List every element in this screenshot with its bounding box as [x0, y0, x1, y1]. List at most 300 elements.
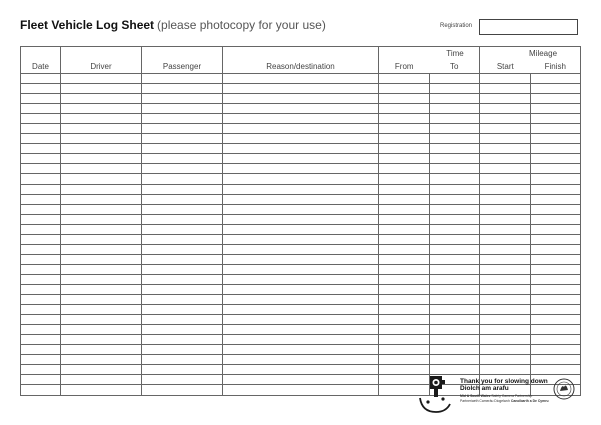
date-cell[interactable]	[21, 74, 61, 84]
registration-field[interactable]	[479, 19, 578, 35]
start-cell[interactable]	[480, 154, 531, 164]
passenger-header-top	[142, 47, 223, 61]
start-cell[interactable]	[480, 355, 531, 365]
start-cell[interactable]	[480, 345, 531, 355]
finish-cell[interactable]	[531, 264, 581, 274]
passenger-cell[interactable]	[142, 335, 223, 345]
finish-cell[interactable]	[531, 114, 581, 124]
from-cell[interactable]	[379, 194, 430, 204]
reason-cell[interactable]	[223, 375, 379, 385]
reason-cell[interactable]	[223, 264, 379, 274]
finish-header: Finish	[531, 60, 581, 74]
driver-cell[interactable]	[61, 194, 142, 204]
to-cell[interactable]	[430, 305, 480, 315]
start-cell[interactable]	[480, 284, 531, 294]
driver-cell[interactable]	[61, 295, 142, 305]
driver-cell[interactable]	[61, 345, 142, 355]
passenger-cell[interactable]	[142, 184, 223, 194]
to-cell[interactable]	[430, 355, 480, 365]
passenger-cell[interactable]	[142, 274, 223, 284]
passenger-cell[interactable]	[142, 144, 223, 154]
driver-cell[interactable]	[61, 264, 142, 274]
driver-cell[interactable]	[61, 144, 142, 154]
start-cell[interactable]	[480, 305, 531, 315]
finish-cell[interactable]	[531, 94, 581, 104]
table-row	[21, 174, 581, 184]
finish-cell[interactable]	[531, 124, 581, 134]
reason-cell[interactable]	[223, 365, 379, 375]
start-cell[interactable]	[480, 365, 531, 375]
start-cell[interactable]	[480, 335, 531, 345]
from-cell[interactable]	[379, 224, 430, 234]
reason-cell[interactable]	[223, 174, 379, 184]
date-cell[interactable]	[21, 154, 61, 164]
date-cell[interactable]	[21, 194, 61, 204]
finish-cell[interactable]	[531, 335, 581, 345]
finish-cell[interactable]	[531, 254, 581, 264]
date-cell[interactable]	[21, 184, 61, 194]
table-row	[21, 154, 581, 164]
start-cell[interactable]	[480, 274, 531, 284]
start-cell[interactable]	[480, 204, 531, 214]
driver-cell[interactable]	[61, 134, 142, 144]
registration-label: Registration	[440, 23, 473, 29]
to-cell[interactable]	[430, 164, 480, 174]
passenger-cell[interactable]	[142, 325, 223, 335]
to-cell[interactable]	[430, 295, 480, 305]
log-table-body	[21, 74, 581, 396]
driver-cell[interactable]	[61, 274, 142, 284]
from-cell[interactable]	[379, 295, 430, 305]
from-cell[interactable]	[379, 134, 430, 144]
reason-cell[interactable]	[223, 325, 379, 335]
finish-cell[interactable]	[531, 274, 581, 284]
from-cell[interactable]	[379, 305, 430, 315]
reason-cell[interactable]	[223, 184, 379, 194]
finish-cell[interactable]	[531, 224, 581, 234]
reason-cell[interactable]	[223, 204, 379, 214]
reason-cell[interactable]	[223, 335, 379, 345]
thanks-welsh: Diolch am arafu	[460, 385, 509, 392]
date-cell[interactable]	[21, 134, 61, 144]
from-cell[interactable]	[379, 114, 430, 124]
passenger-cell[interactable]	[142, 204, 223, 214]
table-row	[21, 295, 581, 305]
driver-cell[interactable]	[61, 174, 142, 184]
from-cell[interactable]	[379, 264, 430, 274]
table-row	[21, 194, 581, 204]
driver-cell[interactable]	[61, 204, 142, 214]
partnership-english-rest: Safety Camera Partnership	[491, 394, 533, 398]
date-cell[interactable]	[21, 94, 61, 104]
from-cell[interactable]	[379, 274, 430, 284]
finish-cell[interactable]	[531, 345, 581, 355]
passenger-cell[interactable]	[142, 284, 223, 294]
reason-cell[interactable]	[223, 274, 379, 284]
driver-cell[interactable]	[61, 114, 142, 124]
date-cell[interactable]	[21, 124, 61, 134]
start-cell[interactable]	[480, 114, 531, 124]
date-cell[interactable]	[21, 144, 61, 154]
reason-cell[interactable]	[223, 194, 379, 204]
start-cell[interactable]	[480, 124, 531, 134]
partnership-welsh-bold: Canolbarth a De Cymru	[510, 398, 549, 403]
start-cell[interactable]	[480, 224, 531, 234]
finish-cell[interactable]	[531, 74, 581, 84]
to-cell[interactable]	[430, 204, 480, 214]
table-row	[21, 184, 581, 194]
mileage-group-label: Mileage	[529, 49, 558, 58]
driver-cell[interactable]	[61, 94, 142, 104]
passenger-cell[interactable]	[142, 224, 223, 234]
passenger-cell[interactable]	[142, 104, 223, 114]
from-cell[interactable]	[379, 214, 430, 224]
to-cell[interactable]	[430, 284, 480, 294]
start-cell[interactable]	[480, 194, 531, 204]
from-header: From	[379, 60, 430, 74]
passenger-cell[interactable]	[142, 84, 223, 94]
date-cell[interactable]	[21, 315, 61, 325]
table-row	[21, 134, 581, 144]
table-row	[21, 144, 581, 154]
from-cell[interactable]	[379, 144, 430, 154]
start-cell[interactable]	[480, 254, 531, 264]
date-cell[interactable]	[21, 114, 61, 124]
partnership-seal-icon	[553, 378, 575, 400]
table-row	[21, 284, 581, 294]
to-cell[interactable]	[430, 274, 480, 284]
reason-cell[interactable]	[223, 234, 379, 244]
reason-cell[interactable]	[223, 315, 379, 325]
from-cell[interactable]	[379, 164, 430, 174]
table-row	[21, 94, 581, 104]
start-cell[interactable]	[480, 164, 531, 174]
to-cell[interactable]	[430, 134, 480, 144]
table-row	[21, 345, 581, 355]
finish-cell[interactable]	[531, 184, 581, 194]
from-cell[interactable]	[379, 254, 430, 264]
date-cell[interactable]	[21, 335, 61, 345]
to-cell[interactable]	[430, 104, 480, 114]
from-cell[interactable]	[379, 325, 430, 335]
table-row	[21, 315, 581, 325]
start-cell[interactable]	[480, 174, 531, 184]
from-cell[interactable]	[379, 335, 430, 345]
table-row	[21, 274, 581, 284]
start-header: Start	[480, 60, 531, 74]
start-cell[interactable]	[480, 264, 531, 274]
driver-cell[interactable]	[61, 214, 142, 224]
finish-cell[interactable]	[531, 154, 581, 164]
finish-cell[interactable]	[531, 174, 581, 184]
date-cell[interactable]	[21, 325, 61, 335]
finish-cell[interactable]	[531, 325, 581, 335]
passenger-cell[interactable]	[142, 174, 223, 184]
date-cell[interactable]	[21, 295, 61, 305]
driver-cell[interactable]	[61, 124, 142, 134]
table-row	[21, 74, 581, 84]
finish-cell[interactable]	[531, 365, 581, 375]
to-cell[interactable]	[430, 114, 480, 124]
start-cell[interactable]	[480, 94, 531, 104]
date-cell[interactable]	[21, 234, 61, 244]
driver-cell[interactable]	[61, 164, 142, 174]
to-cell[interactable]	[430, 345, 480, 355]
thanks-english: Thank you for slowing down	[460, 378, 548, 385]
driver-cell[interactable]	[61, 305, 142, 315]
start-cell[interactable]	[480, 184, 531, 194]
title-subtitle: (please photocopy for your use)	[157, 18, 326, 32]
passenger-cell[interactable]	[142, 124, 223, 134]
from-cell[interactable]	[379, 315, 430, 325]
finish-cell[interactable]	[531, 84, 581, 94]
passenger-cell[interactable]	[142, 234, 223, 244]
date-cell[interactable]	[21, 274, 61, 284]
start-cell[interactable]	[480, 295, 531, 305]
from-cell[interactable]	[379, 244, 430, 254]
log-table	[20, 46, 581, 396]
to-header: To	[430, 60, 480, 74]
passenger-cell[interactable]	[142, 194, 223, 204]
reason-cell[interactable]	[223, 134, 379, 144]
passenger-cell[interactable]	[142, 355, 223, 365]
partnership-welsh	[460, 399, 549, 404]
driver-cell[interactable]	[61, 244, 142, 254]
date-cell[interactable]	[21, 305, 61, 315]
date-cell[interactable]	[21, 244, 61, 254]
driver-cell[interactable]	[61, 74, 142, 84]
finish-cell[interactable]	[531, 295, 581, 305]
reason-cell[interactable]	[223, 164, 379, 174]
speed-camera-icon	[416, 372, 460, 418]
finish-cell[interactable]	[531, 214, 581, 224]
from-cell[interactable]	[379, 154, 430, 164]
passenger-cell[interactable]	[142, 214, 223, 224]
finish-cell[interactable]	[531, 204, 581, 214]
finish-cell[interactable]	[531, 234, 581, 244]
table-row	[21, 124, 581, 134]
driver-cell[interactable]	[61, 355, 142, 365]
to-cell[interactable]	[430, 154, 480, 164]
to-cell[interactable]	[430, 335, 480, 345]
to-cell[interactable]	[430, 174, 480, 184]
reason-cell[interactable]	[223, 355, 379, 365]
to-cell[interactable]	[430, 254, 480, 264]
start-cell[interactable]	[480, 214, 531, 224]
driver-cell[interactable]	[61, 315, 142, 325]
reason-cell[interactable]	[223, 224, 379, 234]
date-cell[interactable]	[21, 385, 61, 395]
to-cell[interactable]	[430, 194, 480, 204]
reason-cell[interactable]	[223, 305, 379, 315]
from-cell[interactable]	[379, 284, 430, 294]
date-cell[interactable]	[21, 104, 61, 114]
from-cell[interactable]	[379, 184, 430, 194]
passenger-cell[interactable]	[142, 164, 223, 174]
finish-cell[interactable]	[531, 315, 581, 325]
to-cell[interactable]	[430, 84, 480, 94]
driver-cell[interactable]	[61, 84, 142, 94]
title-main: Fleet Vehicle Log Sheet	[20, 18, 155, 32]
driver-cell[interactable]	[61, 104, 142, 114]
to-cell[interactable]	[430, 264, 480, 274]
passenger-cell[interactable]	[142, 74, 223, 84]
to-cell[interactable]	[430, 214, 480, 224]
reason-cell[interactable]	[223, 295, 379, 305]
finish-cell[interactable]	[531, 104, 581, 114]
passenger-cell[interactable]	[142, 134, 223, 144]
reason-header: Reason/destination	[223, 60, 379, 74]
from-cell[interactable]	[379, 104, 430, 114]
reason-cell[interactable]	[223, 114, 379, 124]
reason-cell[interactable]	[223, 254, 379, 264]
reason-cell[interactable]	[223, 84, 379, 94]
table-row	[21, 335, 581, 345]
driver-cell[interactable]	[61, 385, 142, 395]
passenger-cell[interactable]	[142, 254, 223, 264]
start-cell[interactable]	[480, 104, 531, 114]
table-row	[21, 214, 581, 224]
date-cell[interactable]	[21, 355, 61, 365]
from-cell[interactable]	[379, 204, 430, 214]
date-cell[interactable]	[21, 174, 61, 184]
from-cell[interactable]	[379, 94, 430, 104]
reason-cell[interactable]	[223, 385, 379, 395]
reason-cell[interactable]	[223, 345, 379, 355]
table-row	[21, 114, 581, 124]
finish-cell[interactable]	[531, 164, 581, 174]
reason-cell[interactable]	[223, 104, 379, 114]
reason-cell[interactable]	[223, 94, 379, 104]
driver-cell[interactable]	[61, 234, 142, 244]
table-row	[21, 264, 581, 274]
mileage-group-header	[480, 47, 581, 61]
table-row	[21, 355, 581, 365]
date-cell[interactable]	[21, 254, 61, 264]
date-cell[interactable]	[21, 284, 61, 294]
date-cell[interactable]	[21, 84, 61, 94]
date-cell[interactable]	[21, 345, 61, 355]
to-cell[interactable]	[430, 124, 480, 134]
start-cell[interactable]	[480, 74, 531, 84]
reason-cell[interactable]	[223, 124, 379, 134]
passenger-cell[interactable]	[142, 365, 223, 375]
passenger-cell[interactable]	[142, 94, 223, 104]
driver-cell[interactable]	[61, 224, 142, 234]
to-cell[interactable]	[430, 325, 480, 335]
start-cell[interactable]	[480, 325, 531, 335]
partnership-english-bold: Mid & South Wales	[460, 394, 491, 398]
driver-cell[interactable]	[61, 335, 142, 345]
passenger-cell[interactable]	[142, 244, 223, 254]
to-cell[interactable]	[430, 184, 480, 194]
to-cell[interactable]	[430, 74, 480, 84]
date-cell[interactable]	[21, 164, 61, 174]
to-cell[interactable]	[430, 244, 480, 254]
driver-cell[interactable]	[61, 254, 142, 264]
finish-cell[interactable]	[531, 194, 581, 204]
from-cell[interactable]	[379, 345, 430, 355]
to-cell[interactable]	[430, 94, 480, 104]
driver-cell[interactable]	[61, 375, 142, 385]
driver-header: Driver	[61, 60, 142, 74]
date-cell[interactable]	[21, 204, 61, 214]
finish-cell[interactable]	[531, 134, 581, 144]
driver-header-top	[61, 47, 142, 61]
table-row	[21, 234, 581, 244]
driver-cell[interactable]	[61, 325, 142, 335]
finish-cell[interactable]	[531, 355, 581, 365]
reason-cell[interactable]	[223, 284, 379, 294]
table-row	[21, 305, 581, 315]
passenger-cell[interactable]	[142, 305, 223, 315]
date-cell[interactable]	[21, 214, 61, 224]
reason-cell[interactable]	[223, 214, 379, 224]
table-row	[21, 224, 581, 234]
passenger-cell[interactable]	[142, 315, 223, 325]
start-cell[interactable]	[480, 315, 531, 325]
date-cell[interactable]	[21, 264, 61, 274]
reason-cell[interactable]	[223, 154, 379, 164]
finish-cell[interactable]	[531, 284, 581, 294]
driver-cell[interactable]	[61, 184, 142, 194]
start-cell[interactable]	[480, 244, 531, 254]
reason-cell[interactable]	[223, 244, 379, 254]
finish-cell[interactable]	[531, 144, 581, 154]
reason-cell[interactable]	[223, 74, 379, 84]
table-row	[21, 254, 581, 264]
table-row	[21, 244, 581, 254]
from-cell[interactable]	[379, 74, 430, 84]
start-cell[interactable]	[480, 84, 531, 94]
passenger-cell[interactable]	[142, 345, 223, 355]
from-cell[interactable]	[379, 174, 430, 184]
date-cell[interactable]	[21, 224, 61, 234]
date-cell[interactable]	[21, 365, 61, 375]
time-group-label: Time	[446, 49, 464, 58]
to-cell[interactable]	[430, 315, 480, 325]
passenger-cell[interactable]	[142, 295, 223, 305]
passenger-cell[interactable]	[142, 264, 223, 274]
date-cell[interactable]	[21, 375, 61, 385]
table-row	[21, 204, 581, 214]
reason-cell[interactable]	[223, 144, 379, 154]
to-cell[interactable]	[430, 224, 480, 234]
finish-cell[interactable]	[531, 305, 581, 315]
driver-cell[interactable]	[61, 284, 142, 294]
to-cell[interactable]	[430, 144, 480, 154]
passenger-cell[interactable]	[142, 375, 223, 385]
start-cell[interactable]	[480, 234, 531, 244]
from-cell[interactable]	[379, 124, 430, 134]
to-cell[interactable]	[430, 234, 480, 244]
footer-thanks	[460, 378, 548, 392]
from-cell[interactable]	[379, 84, 430, 94]
driver-cell[interactable]	[61, 365, 142, 375]
passenger-cell[interactable]	[142, 154, 223, 164]
start-cell[interactable]	[480, 144, 531, 154]
table-row	[21, 84, 581, 94]
passenger-cell[interactable]	[142, 114, 223, 124]
date-header-top	[21, 47, 61, 61]
from-cell[interactable]	[379, 234, 430, 244]
from-cell[interactable]	[379, 355, 430, 365]
passenger-cell[interactable]	[142, 385, 223, 395]
page-title	[20, 18, 326, 32]
driver-cell[interactable]	[61, 154, 142, 164]
finish-cell[interactable]	[531, 244, 581, 254]
start-cell[interactable]	[480, 134, 531, 144]
